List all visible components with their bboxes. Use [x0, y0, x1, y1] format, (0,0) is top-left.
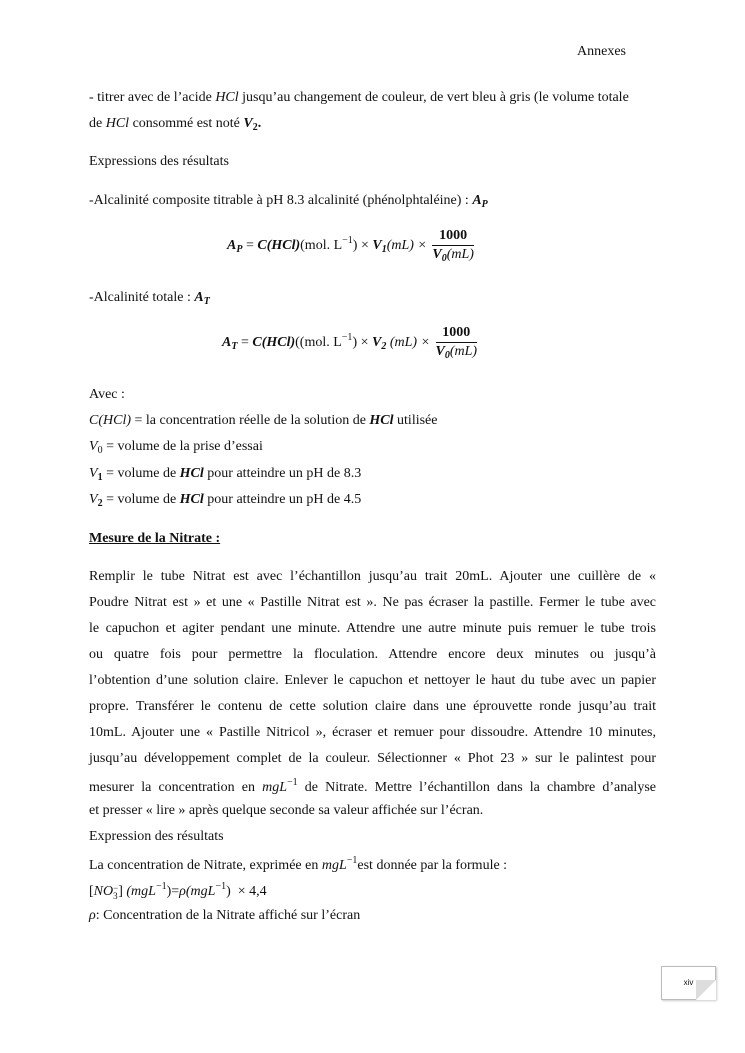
nitrate-paragraph-line: l’obtention d’une solution claire. Enlever le capuchon et nettoyer le haut du tube avec un papier	[89, 673, 656, 688]
ap-fraction: $\frac{1000}{V_0(mL)}$	[432, 228, 474, 264]
def-v1: $V_1$ = volume de HCl pour atteindre un pH de 8.3	[89, 466, 362, 483]
ap-formula: $A_P = C(HCl)(mol$. $L^{-1}) \times V_1(mL)$ × $\frac{1000}{V_0(mL)}$	[227, 228, 474, 264]
at-fraction: $\frac{1000}{V_0(mL)}$	[435, 325, 478, 361]
def-v2: $V_2$ = volume de HCl pour atteindre un pH de 4.5	[89, 492, 362, 509]
nitrate-paragraph-line: Poudre Nitrat est » et une « Pastille Nitrat est ». Ne pas écraser la pastille. Fermer le tube avec	[89, 595, 656, 610]
results-title: Expressions des résultats	[89, 154, 229, 169]
nitrate-paragraph-line: 10mL. Ajouter une « Pastille Nitricol », écraser et remuer pour dissoudre. Attendre 10 minutes,	[89, 725, 656, 740]
nitrate-paragraph-line: le capuchon et agiter pendant une minute. Attendre une autre minute puis remuer le tube trois	[89, 621, 656, 636]
page-header-title: Annexes	[577, 44, 626, 59]
avec-title: Avec :	[89, 387, 125, 402]
rho-definition: ρ: Concentration de la Nitrate affiché sur l’écran	[89, 908, 361, 923]
nitrate-paragraph-line: propre. Transférer le contenu de cette solution claire dans une éprouvette ronde jusqu’au trait	[89, 699, 656, 714]
nitrate-paragraph-line: Remplir le tube Nitrat est avec l’échantillon jusqu’au trait 20mL. Ajouter une cuillère de «	[89, 569, 656, 584]
nitrate-section-title: Mesure de la Nitrate :	[89, 531, 221, 546]
nitrate-expr-title: Expression des résultats	[89, 829, 224, 844]
nitrate-paragraph-line: jusqu’au développement complet de la couleur. Sélectionner « Phot 23 » sur le palintest pour	[89, 751, 656, 766]
ap-label: -Alcalinité composite titrable à pH 8.3 alcalinité (phénolphtaléine) : $A_P$	[89, 193, 488, 210]
nitrate-formula: [NO − 3 ] (mgL$^{-1}$)=ρ(mgL$^{-1}$) × 4,4	[89, 881, 267, 901]
nitrate-conc-line: La concentration de Nitrate, exprimée en mgL$^{-1}$est donnée par la formule :	[89, 855, 508, 873]
at-label: -Alcalinité totale : $A_T$	[89, 290, 210, 307]
intro-line-2: de HCl consommé est noté $V_2$.	[89, 116, 262, 133]
def-c-hcl: C(HCl) = la concentration réelle de la solution de HCl utilisée	[89, 413, 438, 428]
intro-line-1: - titrer avec de l’acide HCl jusqu’au changement de couleur, de vert bleu à gris (le volume totale	[89, 90, 629, 105]
nitrate-paragraph-line: ou quatre fois pour permettre la floculation. Attendre encore deux minutes ou jusqu’à	[89, 647, 656, 662]
nitrate-paragraph-line: mesurer la concentration en mgL$^{-1}$ de Nitrate. Mettre l’échantillon dans la chambre d’analyse	[89, 777, 656, 795]
page-number-box	[661, 966, 716, 1000]
page-number: xiv	[683, 978, 694, 987]
def-v0: $V_0$ = volume de la prise d’essai	[89, 439, 263, 456]
nitrate-paragraph-last-line: et presser « lire » après quelque seconde sa valeur affichée sur l’écran.	[89, 803, 484, 818]
page-fold-icon	[696, 980, 716, 1000]
at-formula: $A_T = C(HCl)((mol$. $L^{-1}) \times V_2$ (mL) × $\frac{1000}{V_0(mL)}$	[222, 325, 478, 361]
